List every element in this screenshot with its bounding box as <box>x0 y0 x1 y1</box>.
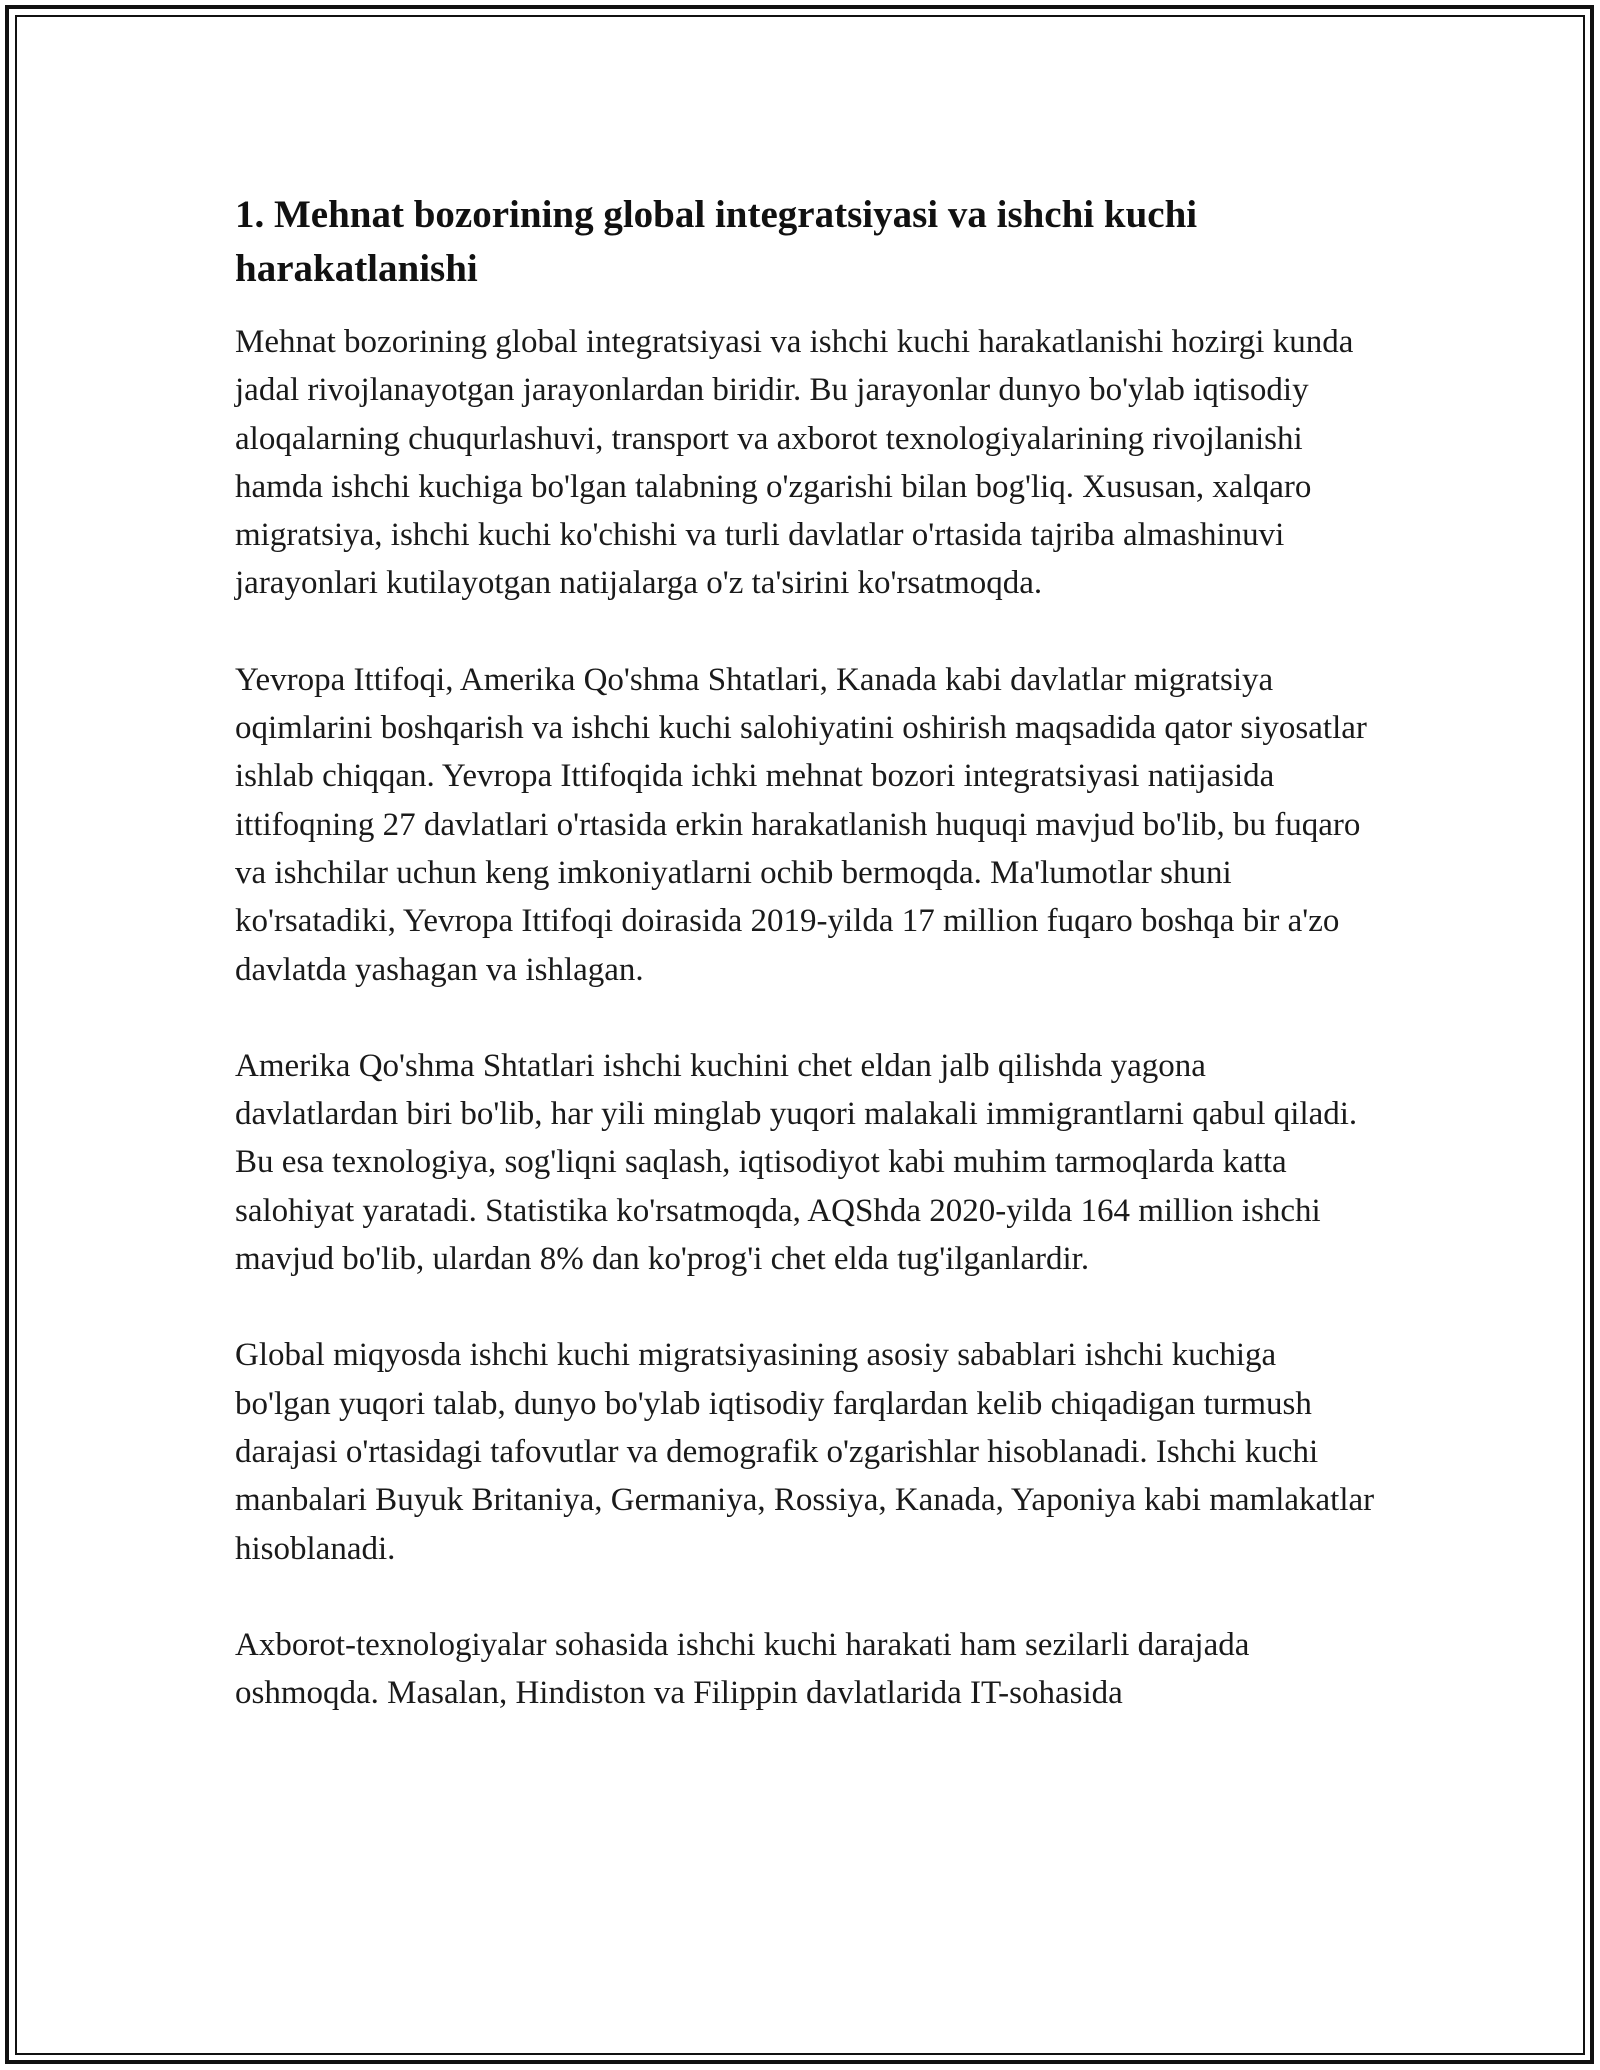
section-heading: 1. Mehnat bozorining global integratsiyasi va ishchi kuchi harakatlanishi <box>235 193 1198 290</box>
paragraph-3: Amerika Qo'shma Shtatlari ishchi kuchini chet eldan jalb qilishda yagona davlatlardan biri bo'lib, har yili minglab yuqori malakali immigrantlarni qabul qiladi. Bu esa texnologiya, sog'liqni saqlash, iqtisodiyot kabi muhim tarmoqlarda katta salohiyat yaratadi. Statistika ko'rsatmoqda, AQShda 2020-yilda 164 million ishchi mavjud bo'lib, ulardan 8% dan ko'prog'i chet elda tug'ilganlardir. <box>235 1047 1358 1278</box>
paragraph-2: Yevropa Ittifoqi, Amerika Qo'shma Shtatlari, Kanada kabi davlatlar migratsiya oqimlarini boshqarish va ishchi kuchi salohiyatini oshirish maqsadida qator siyosatlar ishlab chiqqan. Yevropa Ittifoqida ichki mehnat bozori integratsiyasi natijasida ittifoqning 27 davlatlari o'rtasida erkin harakatlanish huquqi mavjud bo'lib, bu fuqaro va ishchilar uchun keng imkoniyatlarni ochib bermoqda. Ma'lumotlar shuni ko'rsatadiki, Yevropa Ittifoqi doirasida 2019-yilda 17 million fuqaro boshqa bir a'zo davlatda yashagan va ishlagan. <box>235 661 1367 988</box>
document-body <box>235 188 1375 1765</box>
paragraph-4: Global miqyosda ishchi kuchi migratsiyasining asosiy sabablari ishchi kuchiga bo'lgan yuqori talab, dunyo bo'ylab iqtisodiy farqlardan kelib chiqadigan turmush darajasi o'rtasidagi tafovutlar va demografik o'zgarishlar hisoblanadi. Ishchi kuchi manbalari Buyuk Britaniya, Germaniya, Rossiya, Kanada, Yaponiya kabi mamlakatlar hisoblanadi. <box>235 1337 1375 1567</box>
paragraph-5: Axborot-texnologiyalar sohasida ishchi kuchi harakati ham sezilarli darajada oshmoqda. Masalan, Hindiston va Filippin davlatlarida IT-sohasida <box>235 1626 1250 1712</box>
paragraph-1: Mehnat bozorining global integratsiyasi va ishchi kuchi harakatlanishi hozirgi kunda jadal rivojlanayotgan jarayonlardan biridir. Bu jarayonlar dunyo bo'ylab iqtisodiy aloqalarning chuqurlashuvi, transport va axborot texnologiyalarining rivojlanishi hamda ishchi kuchiga bo'lgan talabning o'zgarishi bilan bog'liq. Xususan, xalqaro migratsiya, ishchi kuchi ko'chishi va turli davlatlar o'rtasida tajriba almashinuvi jarayonlari kutilayotgan natijalarga o'z ta'sirini ko'rsatmoqda. <box>235 324 1354 602</box>
